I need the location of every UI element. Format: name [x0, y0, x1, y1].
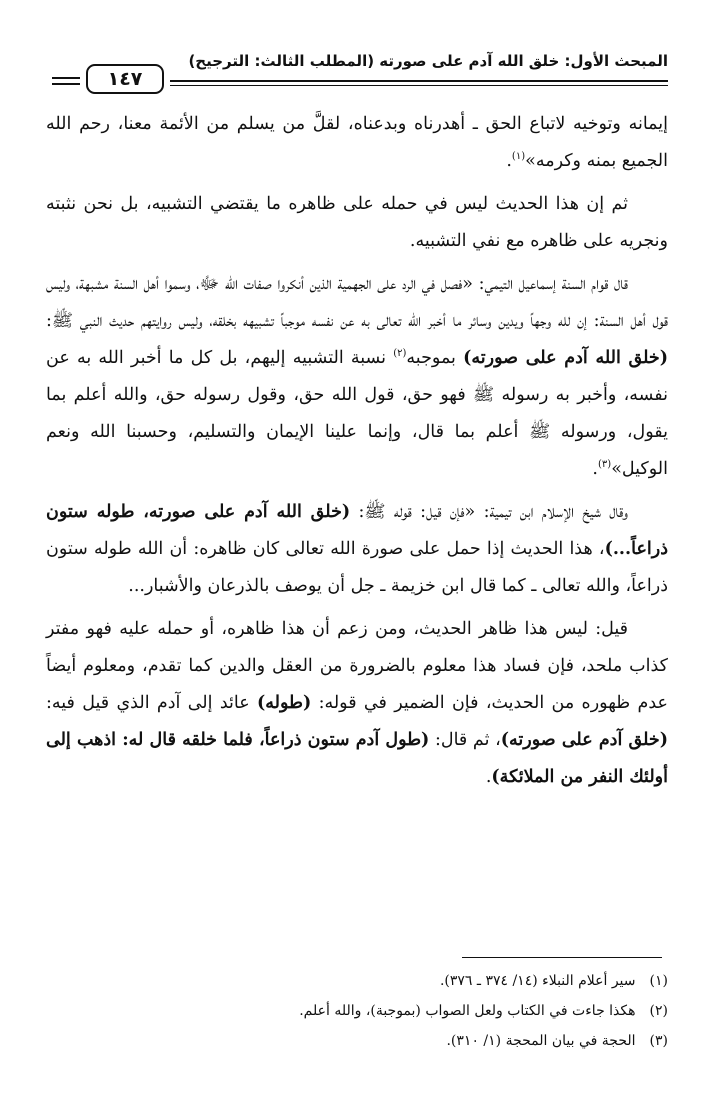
footnote-ref[interactable]: (١): [511, 151, 526, 163]
footnote-text: سير أعلام النبلاء (١٤/ ٣٧٤ ـ ٣٧٦).: [439, 973, 636, 989]
paragraph-5: قيل: ليس هذا ظاهر الحديث، ومن زعم أن هذا ظاهره، أو حمله عليه فهو مفتر كذاب ملحد، فإن فساد هذا معلوم بالضرورة من العقل والدين كما تقدم، ومعلوم أيضاً عدم ظهوره من الحديث، فإن الضمير في قوله: (طوله) عائد إلى آدم الذي قيل فيه: (خلق آدم على صورته)، ثم قال: (طول آدم ستون ذراعاً، فلما خلقه قال له: اذهب إلى أولئك النفر من الملائكة).: [46, 619, 668, 787]
header-ornament: [52, 77, 80, 89]
footnote-separator: [462, 957, 662, 958]
paragraph-3: قال قوام السنة إسماعيل التيمي: «فصل في الرد على الجهمية الذين أنكروا صفات الله ﷻ، وسموا أهل السنة مشبهة، وليس قول أهل السنة: إن لله وجهاً ويدين وسائر ما أخبر الله تعالى به عن نفسه موجباً تشبيهه بخلقه، وليس روايتهم حديث النبي ﷺ: (خلق الله آدم على صورته) بموجبه$^{(٢)}$ نسبة التشبيه إليهم، بل كل ما أخبر الله به عن نفسه، وأخبر به رسوله ﷺ فهو حق، قول الله حق، وقول رسوله حق، والله أعلم بما يقول، ورسوله ﷺ أعلم بما قال، وإنما علينا الإيمان والتسليم، وحسبنا الله ونعم الوكيل»$^{(٣)}$.: [46, 274, 669, 479]
footnote-number: (١): [649, 973, 668, 989]
footnotes: [46, 966, 668, 1056]
hadith-quote: (خلق الله آدم على صورته، طوله ستون ذراعاً...): [46, 502, 668, 559]
hadith-quote: (طوله): [256, 693, 312, 713]
footnote-ref[interactable]: (٣): [598, 459, 612, 471]
footnote: [46, 966, 668, 996]
footnote-text: هكذا جاءت في الكتاب ولعل الصواب (بموجبة)، والله أعلم.: [299, 1003, 636, 1019]
footnote-ref[interactable]: (٢): [393, 348, 407, 360]
paragraph-4: وقال شيخ الإسلام ابن تيمية: «فإن قيل: قوله ﷺ: (خلق الله آدم على صورته، طوله ستون ذراعاً...)، هذا الحديث إذا حمل على صورة الله تعالى كان ظاهره: أن الله طوله ستون ذراعاً، والله تعالى ـ كما قال ابن خزيمة ـ جل أن يوصف بالذرعان والأشبار...: [46, 502, 668, 596]
paragraph-1: إيمانه وتوخيه لاتباع الحق ـ أهدرناه وبدعناه، لقلَّ من يسلم من الأئمة معنا، رحم الله الجميع بمنه وكرمه»$^{(١)}$.: [46, 114, 668, 171]
footnote: [46, 996, 668, 1026]
hadith-quote: (خلق الله آدم على صورته): [463, 348, 669, 368]
footnote-number: (٣): [649, 1033, 668, 1049]
footnote-number: (٢): [649, 1003, 668, 1019]
footnote-text: الحجة في بيان المحجة (١/ ٣١٠).: [446, 1033, 636, 1049]
hadith-quote: (طول آدم ستون ذراعاً، فلما خلقه قال له: اذهب إلى أولئك النفر من الملائكة): [46, 730, 668, 787]
main-text: [46, 106, 668, 802]
page-number: ١٤٧: [86, 64, 164, 94]
page-header: [52, 46, 668, 94]
header-rule: [170, 80, 668, 82]
paragraph-2: ثم إن هذا الحديث ليس في حمله على ظاهره ما يقتضي التشبيه، بل نحن نثبته ونجريه على ظاهره مع نفي التشبيه.: [46, 194, 668, 251]
footnote: [46, 1026, 668, 1056]
header-rule-thin: [170, 85, 668, 86]
hadith-quote: (خلق آدم على صورته): [500, 730, 668, 750]
running-title: المبحث الأول: خلق الله آدم على صورته (المطلب الثالث: الترجيح): [188, 52, 668, 70]
